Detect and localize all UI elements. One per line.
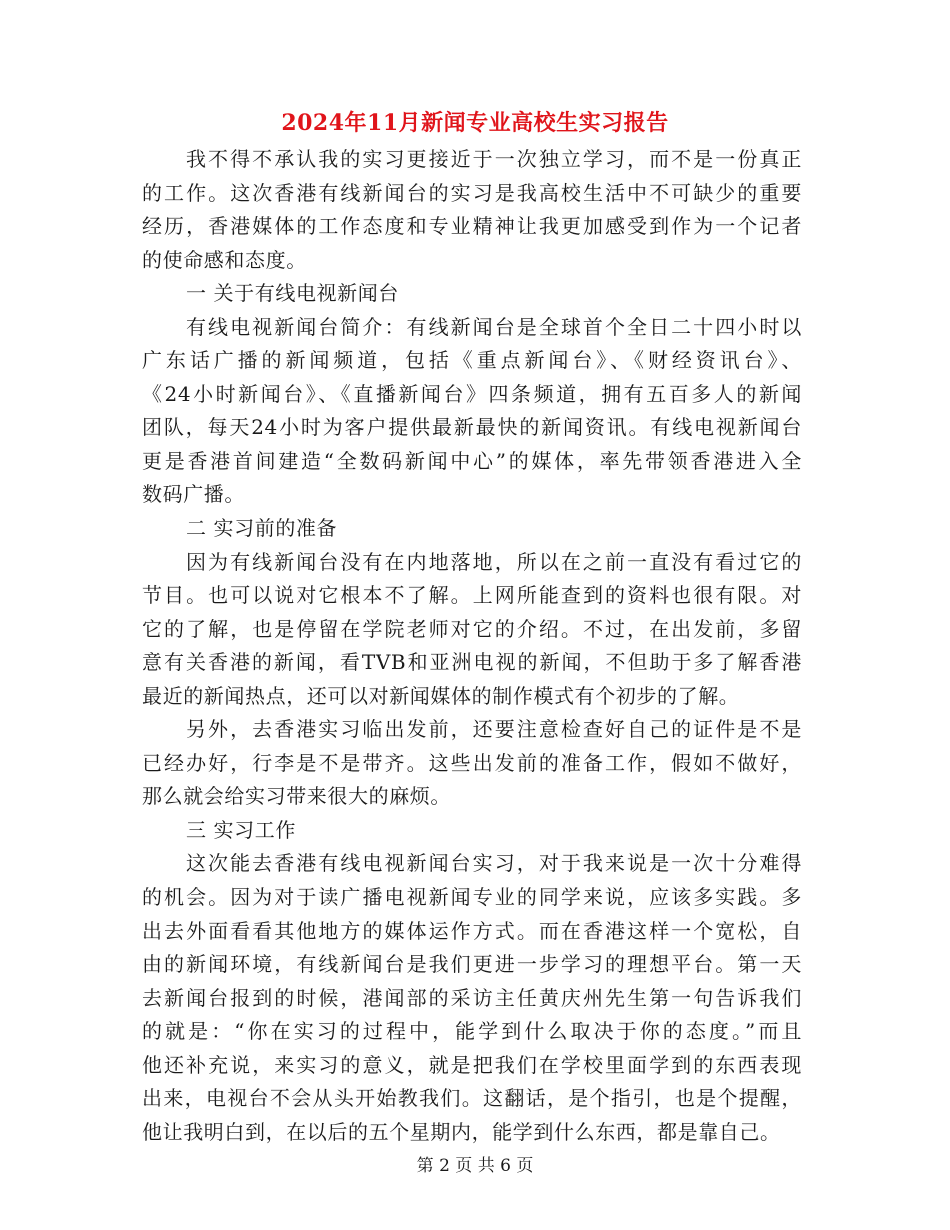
paragraph-line: 的工作。这次香港有线新闻台的实习是我高校生活中不可缺少的重要 [142, 180, 802, 205]
footer-suffix: 页 [516, 1156, 534, 1176]
paragraph-line: 的使命感和态度。 [142, 247, 307, 272]
paragraph-line: 我不得不承认我的实习更接近于一次独立学习，而不是一份真正 [186, 147, 802, 171]
section-heading: 二 实习前的准备 [186, 516, 338, 541]
paragraph-line: 他还补充说，来实习的意义，就是把我们在学校里面学到的东西表现 [142, 1052, 802, 1077]
page-number: 2 [439, 1156, 450, 1176]
paragraph-line: 有线电视新闻台简介：有线新闻台是全球首个全日二十四小时以 [186, 314, 802, 339]
footer-middle: 页 共 [455, 1156, 495, 1176]
page-total: 6 [500, 1156, 511, 1176]
document-title: 2024年11月新闻专业高校生实习报告 [281, 110, 669, 136]
paragraph-line: 出来，电视台不会从头开始教我们。这翻话，是个指引，也是个提醒， [142, 1086, 802, 1111]
paragraph-line: 去新闻台报到的时候，港闻部的采访主任黄庆州先生第一句告诉我们 [142, 985, 802, 1010]
paragraph-line: 因为有线新闻台没有在内地落地，所以在之前一直没有看过它的 [186, 549, 802, 574]
section-heading: 三 实习工作 [186, 817, 296, 842]
paragraph-line: 的就是：“你在实习的过程中，能学到什么取决于你的态度。”而且 [142, 1019, 802, 1044]
paragraph-line: 团队，每天24小时为客户提供最新最快的新闻资讯。有线电视新闻台 [142, 415, 802, 440]
section-heading: 一 关于有线电视新闻台 [186, 281, 399, 306]
footer-prefix: 第 [416, 1156, 434, 1176]
paragraph-line: 那么就会给实习带来很大的麻烦。 [142, 784, 451, 809]
paragraph-line: 广东话广播的新闻频道，包括《重点新闻台》、《财经资讯台》、 [142, 348, 802, 373]
page-footer [0, 1154, 950, 1178]
paragraph-line: 经历，香港媒体的工作态度和专业精神让我更加感受到作为一个记者 [142, 214, 802, 239]
paragraph-line: 《24小时新闻台》、《直播新闻台》四条频道，拥有五百多人的新闻 [142, 381, 802, 406]
paragraph-line: 由的新闻环境，有线新闻台是我们更进一步学习的理想平台。第一天 [142, 952, 802, 977]
document-body [142, 143, 802, 1149]
paragraph-line: 另外，去香港实习临出发前，还要注意检查好自己的证件是不是 [186, 717, 802, 742]
paragraph-line: 数码广播。 [142, 482, 245, 507]
paragraph-line: 它的了解，也是停留在学院老师对它的介绍。不过，在出发前，多留 [142, 616, 802, 641]
paragraph-line: 最近的新闻热点，还可以对新闻媒体的制作模式有个初步的了解。 [142, 683, 740, 708]
paragraph-line: 更是香港首间建造“全数码新闻中心”的媒体，率先带领香港进入全 [142, 448, 802, 473]
paragraph-line: 这次能去香港有线电视新闻台实习，对于我来说是一次十分难得 [186, 851, 802, 876]
paragraph-line: 节目。也可以说对它根本不了解。上网所能查到的资料也很有限。对 [142, 583, 802, 608]
paragraph-line: 已经办好，行李是不是带齐。这些出发前的准备工作，假如不做好， [142, 750, 802, 775]
paragraph-line: 意有关香港的新闻，看TVB和亚洲电视的新闻，不但助于多了解香港 [142, 650, 802, 675]
paragraph-line: 的机会。因为对于读广播电视新闻专业的同学来说，应该多实践。多 [142, 885, 802, 910]
paragraph-line: 出去外面看看其他地方的媒体运作方式。而在香港这样一个宽松，自 [142, 918, 802, 943]
paragraph-line: 他让我明白到，在以后的五个星期内，能学到什么东西，都是靠自己。 [142, 1119, 781, 1144]
